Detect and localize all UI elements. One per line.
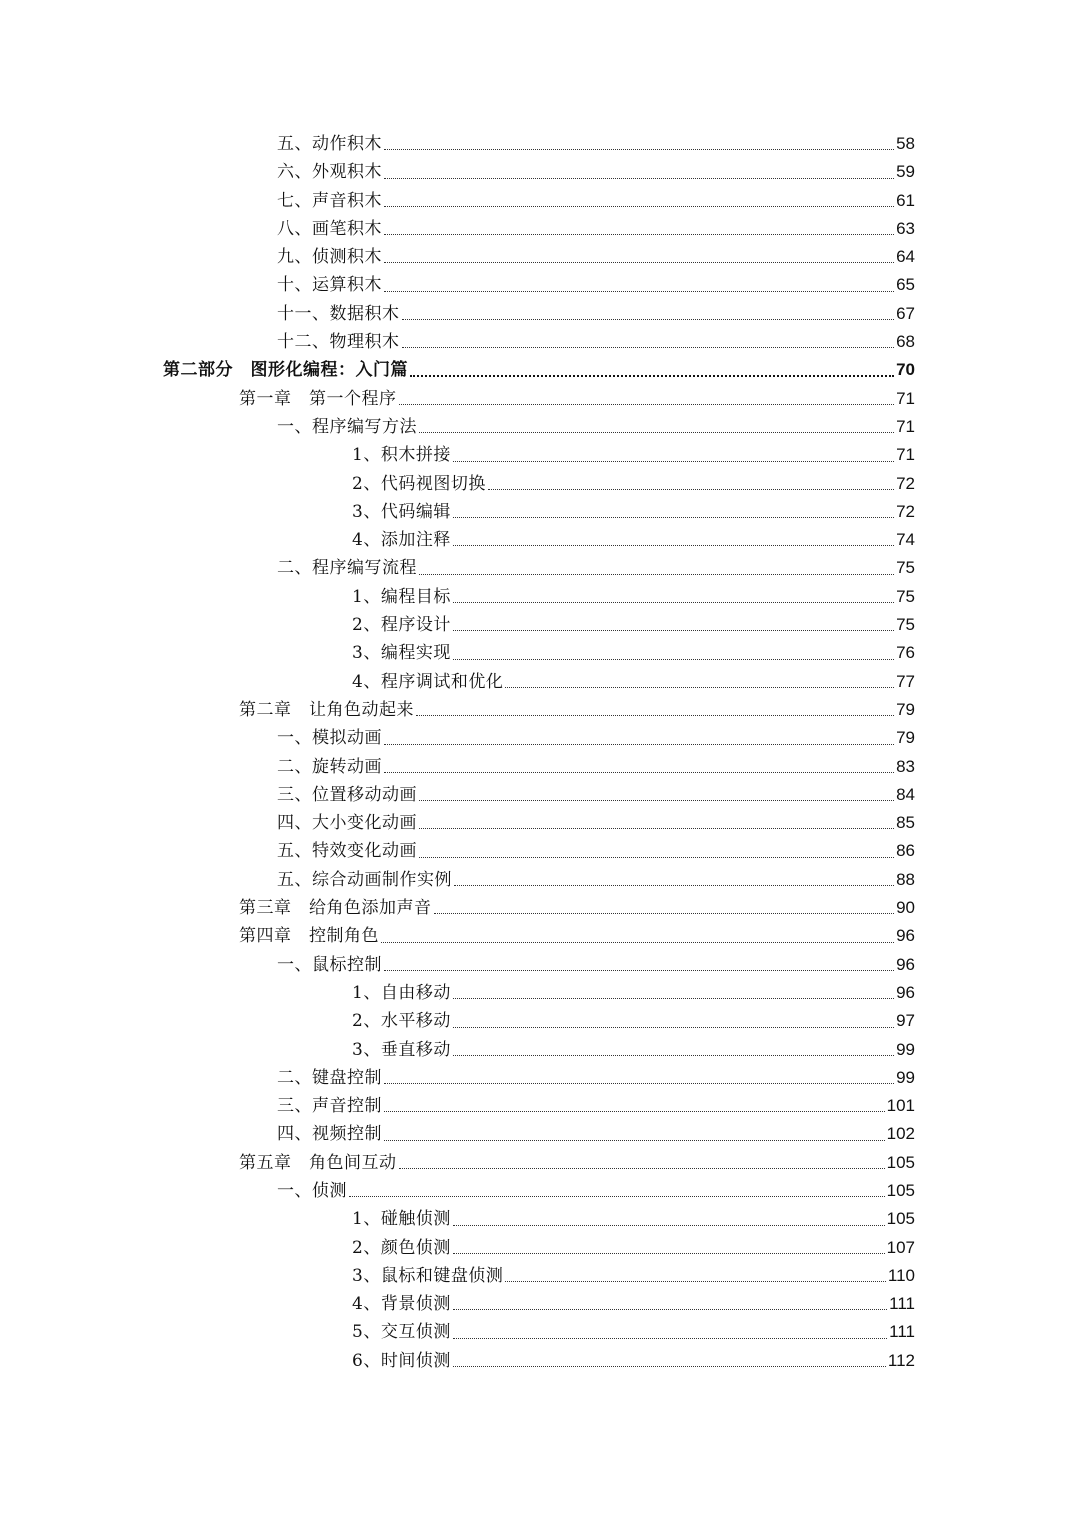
dot-leader [384,970,894,971]
toc-entry[interactable] [0,300,1080,328]
dot-leader [381,942,894,943]
table-of-contents [0,130,1080,1375]
toc-entry-title: 六、外观积木 [277,162,382,183]
dot-leader [419,857,894,858]
toc-entry-page-number: 67 [896,303,915,323]
toc-entry-title: 九、侦测积木 [277,247,382,268]
dot-leader [416,715,894,716]
toc-entry-page-number: 88 [896,869,915,889]
toc-entry[interactable] [0,1007,1080,1035]
toc-entry-title: 1、自由移动 [352,982,451,1003]
toc-entry-page-number: 70 [896,360,915,380]
toc-entry[interactable] [0,837,1080,865]
toc-entry[interactable] [0,1120,1080,1148]
toc-entry-page-number: 97 [896,1011,915,1031]
toc-entry-page-number: 101 [886,1096,915,1116]
toc-entry-title: 四、大小变化动画 [277,813,417,834]
toc-entry[interactable] [0,894,1080,922]
toc-entry-title: 第二部分 图形化编程：入门篇 [163,360,408,381]
toc-entry[interactable] [0,1177,1080,1205]
toc-entry-title: 1、碰触侦测 [352,1209,451,1230]
toc-entry[interactable] [0,1064,1080,1092]
dot-leader [505,1281,886,1282]
toc-entry[interactable] [0,1262,1080,1290]
toc-entry-title: 6、时间侦测 [352,1350,451,1371]
toc-entry-page-number: 75 [896,586,915,606]
toc-entry-page-number: 111 [889,1294,915,1314]
toc-entry[interactable] [0,441,1080,469]
dot-leader [384,1111,885,1112]
toc-entry-page-number: 74 [896,530,915,550]
toc-entry[interactable] [0,498,1080,526]
toc-entry-page-number: 105 [886,1209,915,1229]
toc-entry-page-number: 79 [896,728,915,748]
dot-leader [384,234,894,235]
toc-entry[interactable] [0,979,1080,1007]
dot-leader [399,1168,885,1169]
dot-leader [453,517,894,518]
toc-entry[interactable] [0,470,1080,498]
toc-entry[interactable] [0,583,1080,611]
toc-entry[interactable] [0,158,1080,186]
toc-entry-page-number: 64 [896,247,915,267]
toc-entry-title: 第四章 控制角色 [239,926,379,947]
toc-entry-page-number: 71 [896,388,915,408]
toc-entry-title: 三、声音控制 [277,1096,382,1117]
toc-entry-title: 3、编程实现 [352,643,451,664]
toc-entry[interactable] [0,753,1080,781]
toc-entry-title: 五、动作积木 [277,134,382,154]
dot-leader [453,998,894,999]
dot-leader [410,375,894,377]
toc-entry-page-number: 68 [896,332,915,352]
dot-leader [434,913,895,914]
dot-leader [384,1140,885,1141]
toc-entry[interactable] [0,385,1080,413]
toc-entry[interactable] [0,1318,1080,1346]
toc-entry-page-number: 71 [896,445,915,465]
toc-entry[interactable] [0,1234,1080,1262]
toc-entry-title: 2、程序设计 [352,615,451,636]
toc-entry-page-number: 79 [896,699,915,719]
toc-entry[interactable] [0,1036,1080,1064]
toc-entry-title: 四、视频控制 [277,1124,382,1145]
dot-leader [453,1055,894,1056]
toc-entry[interactable] [0,1347,1080,1375]
toc-entry-page-number: 102 [886,1124,915,1144]
dot-leader [384,262,894,263]
dot-leader [453,1338,887,1339]
toc-entry-page-number: 111 [889,1322,915,1342]
toc-entry-title: 七、声音积木 [277,190,382,211]
toc-entry[interactable] [0,413,1080,441]
dot-leader [419,432,894,433]
dot-leader [349,1196,885,1197]
toc-entry[interactable] [0,639,1080,667]
dot-leader [453,630,894,631]
toc-entry-title: 一、模拟动画 [277,728,382,749]
dot-leader [453,545,894,546]
toc-entry-page-number: 85 [896,813,915,833]
dot-leader [419,800,894,801]
toc-entry[interactable] [0,526,1080,554]
dot-leader [453,659,894,660]
toc-entry[interactable] [0,356,1080,384]
dot-leader [453,1366,886,1367]
toc-entry[interactable] [0,668,1080,696]
toc-entry-title: 十、运算积木 [277,275,382,296]
toc-entry-title: 第五章 角色间互动 [239,1152,397,1173]
toc-entry-title: 4、程序调试和优化 [352,671,504,692]
toc-entry-title: 2、代码视图切换 [352,473,486,494]
dot-leader [419,828,894,829]
toc-entry-title: 八、画笔积木 [277,218,382,239]
toc-entry-page-number: 107 [886,1237,915,1257]
dot-leader [384,291,894,292]
toc-entry-page-number: 75 [896,615,915,635]
dot-leader [505,687,894,688]
dot-leader [454,885,894,886]
toc-entry-title: 十一、数据积木 [277,303,400,324]
toc-entry-page-number: 75 [896,558,915,578]
toc-entry[interactable] [0,781,1080,809]
toc-entry-title: 一、侦测 [277,1180,347,1201]
toc-entry[interactable] [0,611,1080,639]
toc-entry-page-number: 65 [896,275,915,295]
toc-entry-page-number: 96 [896,926,915,946]
toc-entry[interactable] [0,328,1080,356]
toc-entry-page-number: 86 [896,841,915,861]
dot-leader [453,602,894,603]
toc-entry-page-number: 83 [896,756,915,776]
toc-entry[interactable] [0,554,1080,582]
toc-entry-page-number: 63 [896,218,915,238]
dot-leader [384,206,894,207]
toc-entry-title: 二、程序编写流程 [277,558,417,579]
toc-entry[interactable] [0,922,1080,950]
toc-entry-page-number: 90 [896,898,915,918]
toc-entry[interactable] [0,696,1080,724]
toc-entry-page-number: 77 [896,671,915,691]
dot-leader [488,489,894,490]
dot-leader [384,178,894,179]
toc-entry[interactable] [0,809,1080,837]
dot-leader [402,347,895,348]
toc-entry-title: 一、程序编写方法 [277,416,417,437]
toc-entry-title: 一、鼠标控制 [277,954,382,975]
toc-entry[interactable] [0,951,1080,979]
toc-entry[interactable] [0,866,1080,894]
toc-entry-page-number: 105 [886,1152,915,1172]
dot-leader [453,1253,885,1254]
toc-entry-title: 3、鼠标和键盘侦测 [352,1265,504,1286]
toc-entry-page-number: 61 [896,190,915,210]
toc-entry-title: 五、特效变化动画 [277,841,417,862]
toc-entry[interactable] [0,1290,1080,1318]
toc-entry-page-number: 76 [896,643,915,663]
toc-entry-title: 五、综合动画制作实例 [277,869,452,890]
toc-entry[interactable] [0,243,1080,271]
dot-leader [453,1027,894,1028]
toc-entry-page-number: 71 [896,416,915,436]
toc-entry-page-number: 58 [896,134,915,153]
toc-entry[interactable] [0,271,1080,299]
dot-leader [453,461,894,462]
toc-entry-page-number: 84 [896,784,915,804]
dot-leader [384,772,894,773]
toc-entry[interactable] [0,130,1080,158]
toc-entry-page-number: 99 [896,1039,915,1059]
toc-entry[interactable] [0,1205,1080,1233]
toc-entry-title: 5、交互侦测 [352,1322,451,1343]
toc-entry-page-number: 112 [887,1350,915,1370]
dot-leader [453,1225,885,1226]
toc-entry-page-number: 110 [887,1265,915,1285]
toc-entry-title: 第二章 让角色动起来 [239,699,414,720]
toc-entry-page-number: 96 [896,954,915,974]
dot-leader [384,1083,894,1084]
toc-entry-page-number: 99 [896,1067,915,1087]
toc-entry-title: 十二、物理积木 [277,332,400,353]
toc-entry-page-number: 72 [896,501,915,521]
dot-leader [384,149,894,150]
toc-entry-page-number: 72 [896,473,915,493]
toc-entry-title: 三、位置移动动画 [277,784,417,805]
toc-entry-title: 2、水平移动 [352,1011,451,1032]
toc-entry-page-number: 59 [896,162,915,182]
dot-leader [384,744,894,745]
toc-entry-title: 二、键盘控制 [277,1067,382,1088]
toc-entry-title: 2、颜色侦测 [352,1237,451,1258]
toc-entry[interactable] [0,1149,1080,1177]
toc-entry-title: 第三章 给角色添加声音 [239,898,432,919]
dot-leader [453,1309,887,1310]
toc-entry[interactable] [0,1092,1080,1120]
toc-entry-page-number: 96 [896,982,915,1002]
toc-entry[interactable] [0,187,1080,215]
dot-leader [402,319,895,320]
toc-entry-title: 二、旋转动画 [277,756,382,777]
toc-entry[interactable] [0,724,1080,752]
toc-entry-title: 4、背景侦测 [352,1294,451,1315]
toc-entry-title: 1、积木拼接 [352,445,451,466]
toc-entry-title: 第一章 第一个程序 [239,388,397,409]
toc-entry[interactable] [0,215,1080,243]
toc-entry-page-number: 105 [886,1180,915,1200]
toc-entry-title: 3、垂直移动 [352,1039,451,1060]
toc-entry-title: 1、编程目标 [352,586,451,607]
dot-leader [399,404,895,405]
toc-entry-title: 4、添加注释 [352,530,451,551]
dot-leader [419,574,894,575]
toc-entry-title: 3、代码编辑 [352,501,451,522]
